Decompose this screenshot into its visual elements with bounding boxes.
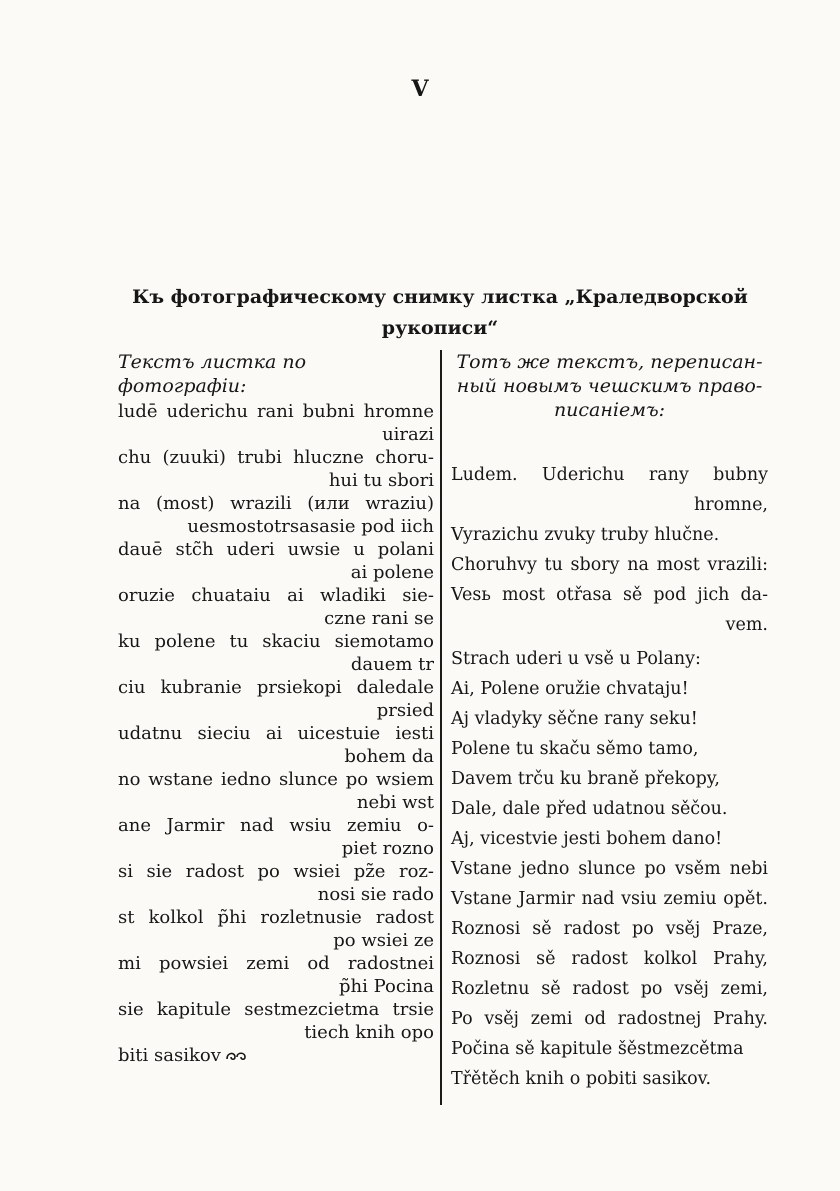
right-line: Aj vladyky sěčne rany seku! bbox=[451, 709, 698, 729]
left-line: czne rani se bbox=[324, 608, 434, 629]
left-line: ciu kubranie prsiekopi daledale bbox=[118, 677, 434, 698]
left-line: na (most) wrazili (или wraziu) bbox=[118, 493, 434, 514]
left-line: udatnu sieciu ai uicestuie iesti bbox=[118, 723, 434, 744]
left-line: dauē stc̃h uderi uwsie u polani bbox=[118, 539, 434, 560]
right-line: Po vsěj zemi od radostnej Prahy. bbox=[451, 1009, 768, 1029]
two-column-text bbox=[118, 350, 768, 1110]
right-column-heading-3: писаніемъ: bbox=[553, 399, 666, 421]
left-line: hui tu sbori bbox=[328, 470, 434, 491]
left-line-text: biti sasikov bbox=[118, 1045, 221, 1066]
left-line: po wsiei ze bbox=[333, 930, 434, 951]
left-column-lines bbox=[118, 400, 434, 1067]
left-line: dauem tr bbox=[350, 654, 434, 675]
right-line: Choruhvy tu sbory na most vrazili: bbox=[451, 555, 768, 575]
right-line: Vstane jedno slunce po vsěm nebi bbox=[451, 859, 768, 879]
page-number: V bbox=[411, 76, 429, 102]
right-line: Roznosi sě radost kolkol Prahy, bbox=[451, 949, 768, 969]
right-line: Třětěch knih o pobiti sasikov. bbox=[451, 1069, 712, 1089]
heading-line-2: рукописи“ bbox=[381, 317, 499, 339]
right-line: Počina sě kapitule šěstmezcětma bbox=[451, 1039, 744, 1059]
left-column-heading: Текстъ листка по фотографіи: bbox=[118, 351, 307, 397]
left-line-final bbox=[118, 1044, 434, 1067]
left-line: chu (zuuki) trubi hluczne choru- bbox=[118, 447, 434, 468]
left-column bbox=[118, 350, 434, 1066]
column-divider bbox=[440, 350, 442, 1105]
left-line: sie kapitule sestmezcietma trsie bbox=[118, 999, 434, 1020]
right-line: vem. bbox=[725, 615, 768, 635]
left-line: mi powsiei zemi od radostnei bbox=[118, 953, 434, 974]
right-column-heading-2: ный новымъ чешскимъ право- bbox=[456, 375, 763, 397]
left-line: ludē uderichu rani bubni hromne bbox=[118, 401, 434, 422]
right-line: Vyrazichu zvuky truby hlučne. bbox=[451, 525, 720, 545]
left-line: st kolkol p̃hi rozletnusie radost bbox=[118, 907, 434, 928]
left-line: ane Jarmir nad wsiu zemiu o- bbox=[118, 815, 434, 836]
left-line: nebi wst bbox=[356, 792, 434, 813]
right-line: Davem trču ku braně překopy, bbox=[451, 769, 720, 789]
right-line: Roznosi sě radost po vsěj Praze, bbox=[451, 919, 768, 939]
right-line: Rozletnu sě radost po vsěj zemi, bbox=[451, 979, 768, 999]
left-line: piet rozno bbox=[341, 838, 434, 859]
right-column bbox=[451, 350, 768, 1089]
left-line: bohem da bbox=[344, 746, 434, 767]
left-line: ku polene tu skaciu siemotamo bbox=[118, 631, 434, 652]
right-line: Vesь most otřasa sě pod jich da- bbox=[451, 585, 768, 605]
right-line: Polene tu skaču sěmo tamo, bbox=[451, 739, 699, 759]
left-line: oruzie chuataiu ai wladiki sie- bbox=[118, 585, 434, 606]
right-column-lines bbox=[451, 460, 768, 1094]
right-line: Vstane Jarmir nad vsiu zemiu opět. bbox=[451, 889, 768, 909]
left-line: uirazi bbox=[382, 424, 434, 445]
right-line: Ludem. Uderichu rany bubny bbox=[451, 465, 768, 485]
end-ornament-icon bbox=[225, 1051, 247, 1061]
right-line: Dale, dale před udatnou sěčou. bbox=[451, 799, 728, 819]
right-line: Strach uderi u vsě u Polany: bbox=[451, 649, 701, 669]
left-line: ai polene bbox=[350, 562, 434, 583]
right-line: Aj, vicestvie jesti bohem dano! bbox=[451, 829, 723, 849]
left-line: si sie radost po wsiei pz̃e roz- bbox=[118, 861, 434, 882]
left-line: uesmostotrsasasie pod iich bbox=[187, 516, 434, 537]
left-line: p̃hi Pocina bbox=[339, 976, 434, 997]
left-line: prsied bbox=[376, 700, 434, 721]
heading-line-1: Къ фотографическому снимку листка „Краледворской bbox=[132, 286, 748, 308]
page-heading bbox=[120, 282, 760, 344]
right-line: hromne, bbox=[694, 495, 768, 515]
left-line: tiech knih opo bbox=[304, 1022, 434, 1043]
right-column-heading-1: Тотъ же текстъ, переписан- bbox=[456, 351, 763, 373]
right-line: Ai, Polene oružie chvataju! bbox=[451, 679, 689, 699]
left-line: no wstane iedno slunce po wsiem bbox=[118, 769, 434, 790]
left-line: nosi sie rado bbox=[317, 884, 434, 905]
